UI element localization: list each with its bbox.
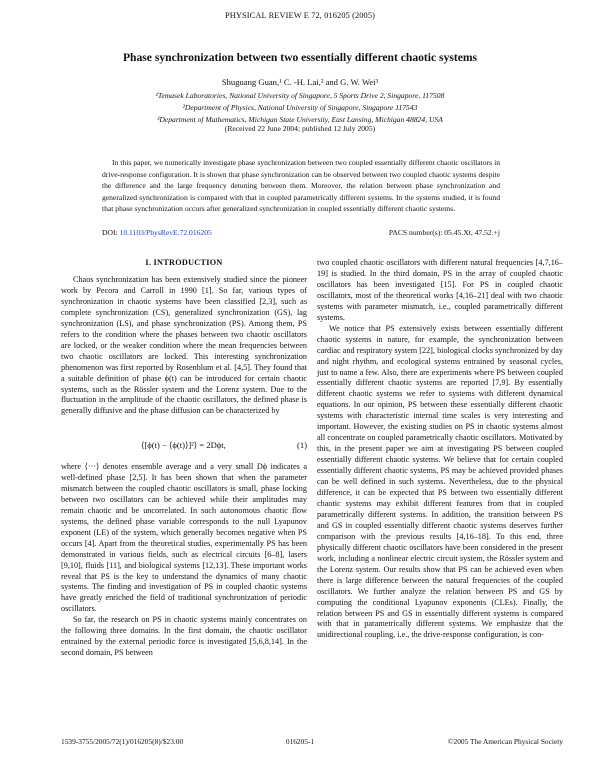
doi-link[interactable]: 10.1103/PhysRevE.72.016205 [119,228,212,237]
left-column-bottom [61,462,307,659]
equation-1 [61,440,307,454]
affiliation-1: ¹Temasek Laboratories, National University of Singapore, 5 Sports Drive 2, Singapore, 117508 [155,91,445,100]
affiliation-3: ³Department of Mathematics, Michigan State University, East Lansing, Michigan 48824, USA [157,114,443,124]
equation-expression: ⟨[ϕ(t) − ⟨ϕ(t)⟩]²⟩ = 2Dϕt, [141,440,226,450]
affiliation-2: ²Department of Physics, National University of Singapore, Singapore 117543 [182,102,418,112]
pacs-numbers: PACS number(s): 05.45.Xt, 47.52.+j [388,228,500,237]
section-heading: I. INTRODUCTION [145,258,223,267]
paper-title: Phase synchronization between two essentially different chaotic systems [122,51,478,64]
received-dates: (Received 22 June 2004; published 12 July 2005) [224,124,376,133]
abstract-text: In this paper, we numerically investigate phase synchronization between two coupled essentially different chaotic oscillators in drive-response configuration. It is shown that phase synchronization can be observed between two coupled chaotic systems despite the difference and the large frequency detuning between them. Moreover, the relation between phase synchronization and generalized synchronization is compared with that in coupled parametrically different systems. In the systems studied, it is found that phase synchronization occurs after generalized synchronization in coupled essentially different chaotic systems. [102,158,500,214]
paragraph: two coupled chaotic oscillators with different natural frequencies [4,7,16–19] is studied. In the third domain, PS in the array of coupled chaotic oscillators has been investigated [15]. For PS in coupled chaotic oscillators, most of the theoretical works [4,16–21] deal with two chaotic systems with parameter mismatch, i.e., coupled parametrically different systems. [317,258,563,322]
footer-issn: 1539-3755/2005/72(1)/016205(8)/$23.00 [61,737,184,746]
footer-copyright: ©2005 The American Physical Society [447,737,563,746]
affiliations [0,90,600,125]
paragraph: So far, the research on PS in chaotic systems mainly concentrates on the following three domains. In the first domain, the chaotic oscillator entrained by the external periodic force is investigated [5,6,8,14]. In the second domain, PS between [61,615,307,658]
paragraph: We notice that PS extensively exists between essentially different chaotic systems in nature, for example, the synchronization between cardiac and respiratory system [22], biological clocks synchronized by day and night rhythm, and ecological systems entrained by seasonal cycles, just to name a few. Also, there are experiments where PS between coupled essentially different chaotic systems are reported [7,9]. By essentially different chaotic systems we refer to systems with different dynamical equations. In our opinion, PS between these essentially different chaotic systems with characteristic internal time scales is very interesting and important. However, the existing studies on PS in chaotic systems almost all concentrate on coupled parametrically chaotic oscillators. Motivated by this, in the present paper we aim at investigating PS between coupled essentially different chaotic systems. We believe that for certain coupled essentially different chaotic systems, PS may be achieved provided phases can be well defined in such systems. Nevertheless, due to the physical difference, it can be expected that PS between two essentially different chaotic systems may exhibit different features from that in coupled parametrically different systems. In addition, the transition between PS and GS in coupled essentially different chaotic systems deserves further comparison with the previous results [4,16–18]. To this end, three physically different chaotic oscillators have been considered in the present work, including a nonlinear electric circuit system, the Rössler system and the Lorenz system. Our results show that PS can be achieved even when there is large difference between the natural frequencies of the coupled oscillators. We further analyze the relation between PS and GS by computing the conditional Lyapunov exponents (CLEs). Finally, the relation between PS and GS in essentially different systems is compared with that in parametrically different systems. We emphasize that the unidirectional coupling, i.e., the drive-response configuration, is con- [317,323,563,640]
paragraph: where ⟨···⟩ denotes ensemble average and a very small Dϕ indicates a well-defined phase [2,5]. It has been shown that when the parameter mismatch between the coupled chaotic oscillators is small, phase locking between two oscillators can be achieved while their amplitudes may remain chaotic and be uncorrelated. In such autonomous chaotic flow systems, the defined phase variable corresponds to the null Lyapunov exponent (LE) of the system, which generally becomes negative when PS occurs [4]. Apart from the theoretical studies, experimentally PS has been demonstrated in various fields, such as electrical circuits [6–8], lasers [9,10], fluids [11], and biological systems [12,13]. These important works reveal that PS is the key to understand the dynamics of many chaotic systems. The finding and investigation of PS in coupled chaotic systems have greatly enriched the field of traditional synchronization of periodic oscillators. [61,462,307,614]
abstract [102,157,500,215]
author-list: Shuguang Guan,¹ C. -H. Lai,² and G. W. Wei³ [221,77,379,87]
left-column-top [61,275,307,417]
footer-page-number: 016205-1 [285,737,315,746]
equation-number: (1) [296,440,307,450]
doi-label: DOI: [102,228,118,237]
paragraph: Chaos synchronization has been extensively studied since the pioneer work by Pecora and Carroll in 1990 [1]. So far, various types of synchronization in chaotic systems have been classified [2,3], such as complete synchronization (CS), generalized synchronization (GS), lag synchronization (LS), and phase synchronization (PS). Among them, PS refers to the condition where the phases between two chaotic oscillators are locked, or the weaker condition where the mean frequencies between two chaotic oscillators are locked. This interesting synchronization phenomenon was first reported by Rosenblum et al. [4,5]. They found that a suitable definition of phase ϕ(t) can be introduced for certain chaotic systems, such as the Rössler system and the Lorenz system. Due to the fluctuation in the amplitude of the chaotic oscillators, the defined phase is generally diffusive and the phase diffusion can be characterized by [61,275,307,416]
doi [102,228,212,237]
journal-header: PHYSICAL REVIEW E 72, 016205 (2005) [224,11,376,20]
right-column [317,258,563,641]
